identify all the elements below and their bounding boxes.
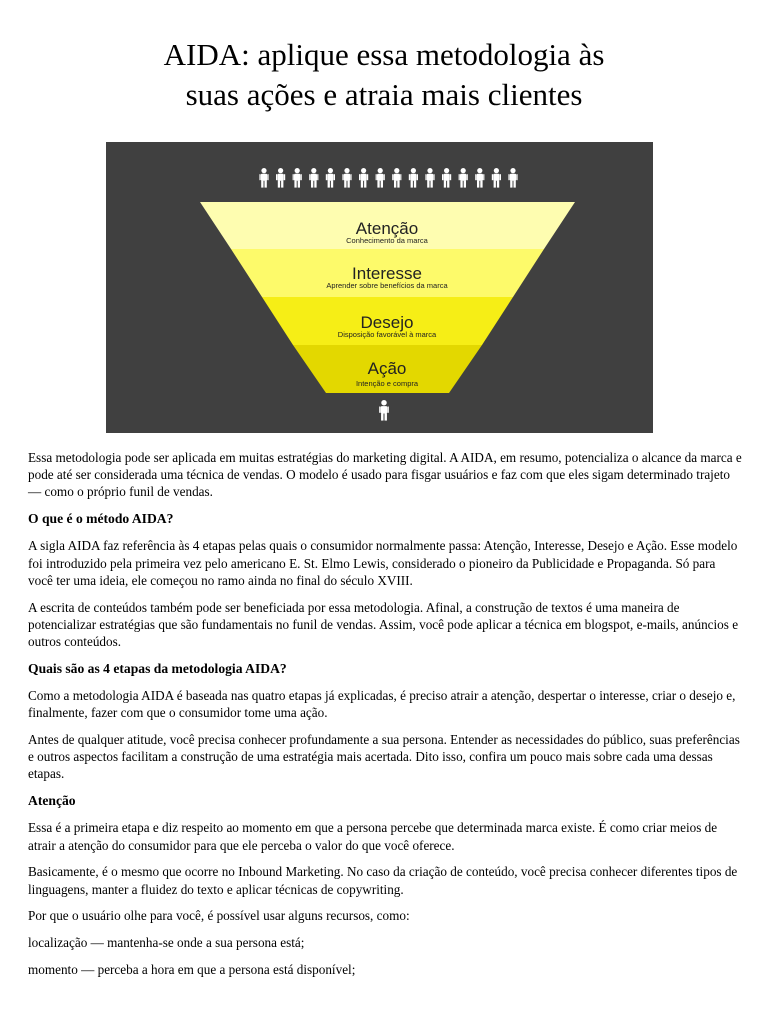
paragraph-sigla: A sigla AIDA faz referência às 4 etapas pelas quais o consumidor normalmente passa: Atenção, Interesse, Desejo e Ação. Esse modelo foi introduzido pela primeira vez pelo americano E. St. Elmo Lewis, considerado o pioneiro da Publicidade e Propaganda. Só para você ter uma ideia, ele começou no ramo ainda no final do século XVIII. (28, 538, 738, 588)
stage-label-acao: Ação (367, 359, 407, 378)
heading-atencao: Atenção (28, 793, 76, 809)
stage-label-atencao: Atenção (355, 219, 419, 238)
stage-desc-interesse: Aprender sobre benefícios da marca (326, 281, 448, 290)
list-item-localizacao: localização — mantenha-se onde a sua persona está; (28, 935, 305, 951)
stage-desc-atencao: Conhecimento da marca (346, 236, 428, 245)
stage-label-desejo: Desejo (360, 313, 414, 332)
paragraph-primeira-etapa: Essa é a primeira etapa e diz respeito ao momento em que a persona percebe que determinada marca existe. É como criar meios de atrair a atenção do consumidor para que ele perceba o valor do que você oferece. (28, 820, 718, 853)
paragraph-basicamente: Basicamente, é o mesmo que ocorre no Inbound Marketing. No caso da criação de conteúdo, você precisa conhecer diferentes tipos de linguagens, manter a fluidez do texto e aplicar técnicas de copywriting. (28, 864, 738, 897)
page-title (0, 0, 768, 115)
paragraph-recursos: Por que o usuário olhe para você, é possível usar alguns recursos, como: (28, 908, 410, 924)
paragraph-como: Como a metodologia AIDA é baseada nas quatro etapas já explicadas, é preciso atrair a atenção, despertar o interesse, criar o desejo e, finalmente, fazer com que o consumidor tome uma ação. (28, 687, 736, 721)
stage-label-interesse: Interesse (352, 264, 422, 283)
aida-funnel-figure (106, 142, 653, 433)
stage-desc-acao: Intenção e compra (355, 379, 419, 388)
stage-desc-desejo: Disposição favorável à marca (337, 330, 437, 339)
paragraph-antes: Antes de qualquer atitude, você precisa conhecer profundamente a sua persona. Entender as necessidades do público, suas preferências e outros aspectos facilitam a construção de uma estratégia mais acertada. Dito isso, confira um pouco mais sobre cada uma dessas etapas. (28, 731, 740, 782)
paragraph-escrita: A escrita de conteúdos também pode ser beneficiada por essa metodologia. Afinal, a construção de textos é uma maneira de potencializar estratégias que são fundamentais no funil de vendas. Assim, você pode aplicar a técnica em blogspot, e-mails, anúncios e outros conteúdos. (28, 599, 739, 649)
list-item-momento: momento — perceba a hora em que a persona está disponível; (28, 961, 356, 977)
article-body (28, 449, 742, 988)
title-line-1: AIDA: aplique essa metodologia às (163, 37, 605, 72)
aida-funnel-svg (106, 142, 653, 433)
paragraph-intro: Essa metodologia pode ser aplicada em muitas estratégias do marketing digital. A AIDA, em resumo, potencializa o alcance da marca e pode até ser considerada uma técnica de vendas. O modelo é usado para fisgar usuários e faz com que eles sigam determinado trajeto — como o próprio funil de vendas. (28, 450, 742, 500)
title-line-2: suas ações e atraia mais clientes (185, 77, 583, 112)
heading-quatro-etapas: Quais são as 4 etapas da metodologia AIDA? (28, 660, 287, 676)
heading-o-que-e: O que é o método AIDA? (28, 511, 174, 527)
